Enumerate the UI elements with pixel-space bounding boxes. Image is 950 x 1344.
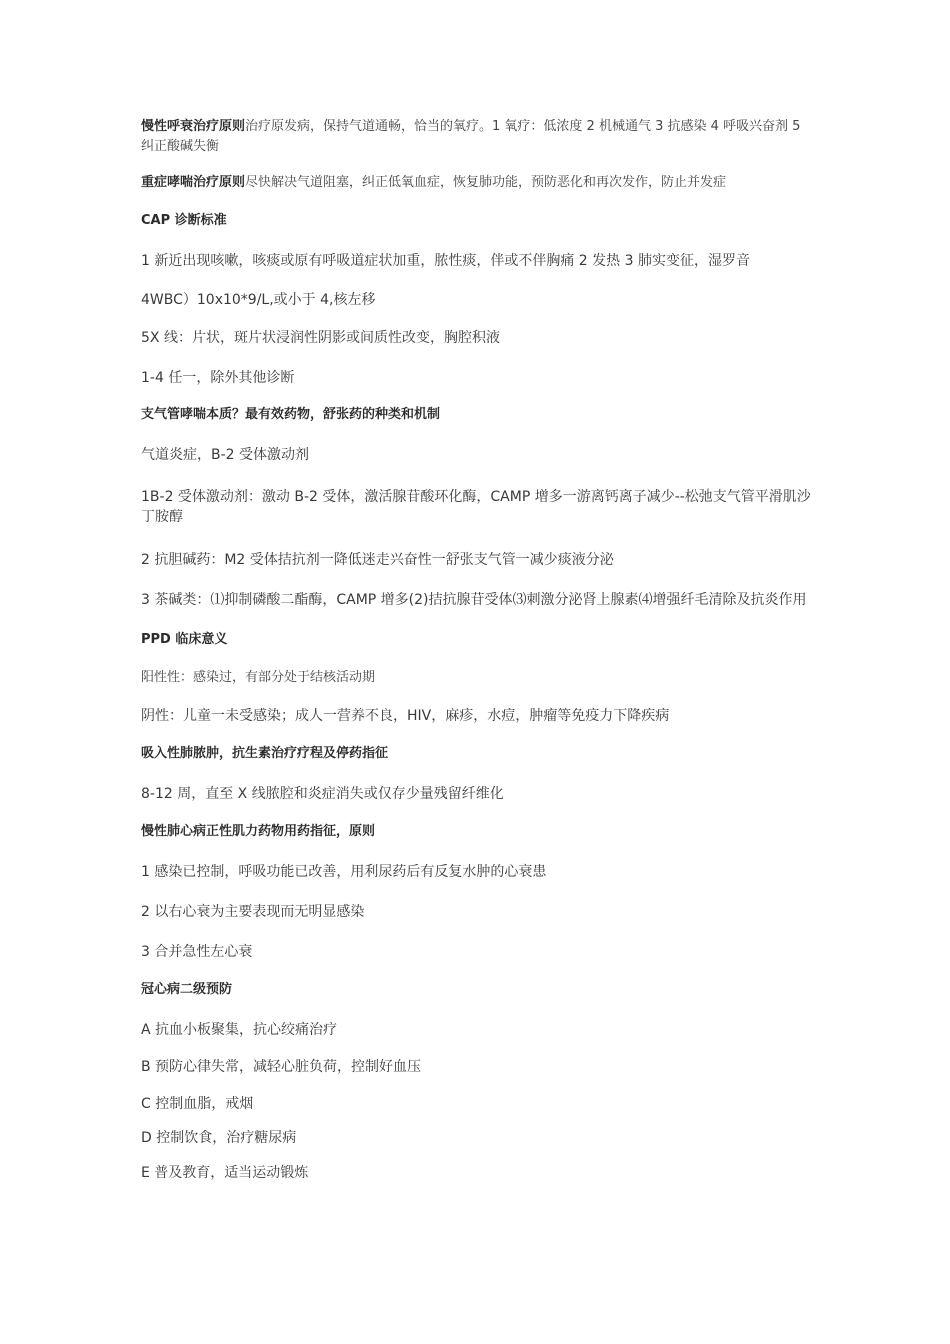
chd-item-b: B 预防心律失常，减轻心脏负荷，控制好血压: [141, 1059, 422, 1075]
chd-item-c: C 控制血脂，戒烟: [141, 1096, 254, 1112]
drug-b2-agonist: 1B-2 受体激动剂：激动 B-2 受体，激活腺苷酸环化酶，CAMP 增多一游离钙离子减少--松弛支气管平滑肌沙丁胺醇: [141, 489, 811, 525]
heading-lung-abscess: 吸入性肺脓肿，抗生素治疗疗程及停药指征: [141, 746, 389, 761]
chd-item-a: A 抗血小板聚集，抗心绞痛治疗: [141, 1022, 338, 1038]
heading-cap-criteria: CAP 诊断标准: [141, 213, 227, 228]
heading-cor-pulmonale: 慢性肺心病正性肌力药物用药指征，原则: [141, 824, 376, 839]
cap-criterion-5: 5X 线：片状，斑片状浸润性阴影或间质性改变，胸腔积液: [141, 330, 500, 346]
cor-pulmonale-item-2: 2 以右心衰为主要表现而无明显感染: [141, 904, 365, 920]
chd-item-d: D 控制饮食，治疗糖尿病: [141, 1130, 297, 1146]
cap-criterion-1: 1 新近出现咳嗽，咳痰或原有呼吸道症状加重，脓性痰，伴或不伴胸痛 2 发热 3 肺实变征，湿罗音: [141, 253, 750, 269]
heading-chronic-resp-failure: 慢性呼衰治疗原则: [141, 119, 246, 134]
ppd-negative: 阴性：儿童一未受感染；成人一营养不良，HIV，麻疹，水痘，肿瘤等免疫力下降疾病: [141, 708, 670, 724]
cor-pulmonale-item-1: 1 感染已控制，呼吸功能已改善，用利尿药后有反复水肿的心衰患: [141, 864, 547, 880]
heading-chd-secondary-prevention: 冠心病二级预防: [141, 982, 233, 997]
cor-pulmonale-item-3: 3 合并急性左心衰: [141, 944, 253, 960]
heading-severe-asthma: 重症哮喘治疗原则: [141, 175, 246, 190]
cap-criterion-summary: 1-4 任一，除外其他诊断: [141, 370, 295, 386]
asthma-answer: 气道炎症，B-2 受体激动剂: [141, 447, 310, 463]
drug-theophylline: 3 茶碱类：⑴抑制磷酸二酯酶，CAMP 增多(2)拮抗腺苷受体⑶刺激分泌肾上腺素⑷增强纤毛清除及抗炎作用: [141, 592, 807, 608]
chd-item-e: E 普及教育，适当运动锻炼: [141, 1165, 309, 1181]
drug-anticholinergic: 2 抗胆碱药：M2 受体拮抗剂一降低迷走兴奋性一舒张支气管一减少痰液分泌: [141, 552, 614, 568]
text-severe-asthma: 尽快解决气道阻塞，纠正低氧血症，恢复肺功能，预防恶化和再次发作，防止并发症: [245, 175, 727, 190]
ppd-positive: 阳性性：感染过，有部分处于结核活动期: [141, 670, 376, 685]
text-chronic-resp-failure: 治疗原发病，保持气道通畅，恰当的氧疗。1 氧疗：低浓度 2 机械通气 3 抗感染 4 呼吸兴奋剂 5 纠正酸碱失衡: [141, 119, 801, 154]
lung-abscess-answer: 8-12 周，直至 X 线脓腔和炎症消失或仅存少量残留纤维化: [141, 786, 504, 802]
paragraph-severe-asthma: [141, 173, 811, 193]
heading-asthma-essence: 支气管哮喘本质？最有效药物，舒张药的种类和机制: [141, 407, 441, 422]
heading-ppd-significance: PPD 临床意义: [141, 632, 228, 647]
cap-criterion-4: 4WBC）10x10*9/L,或小于 4,核左移: [141, 292, 376, 308]
paragraph-chronic-resp-failure: [141, 117, 811, 157]
